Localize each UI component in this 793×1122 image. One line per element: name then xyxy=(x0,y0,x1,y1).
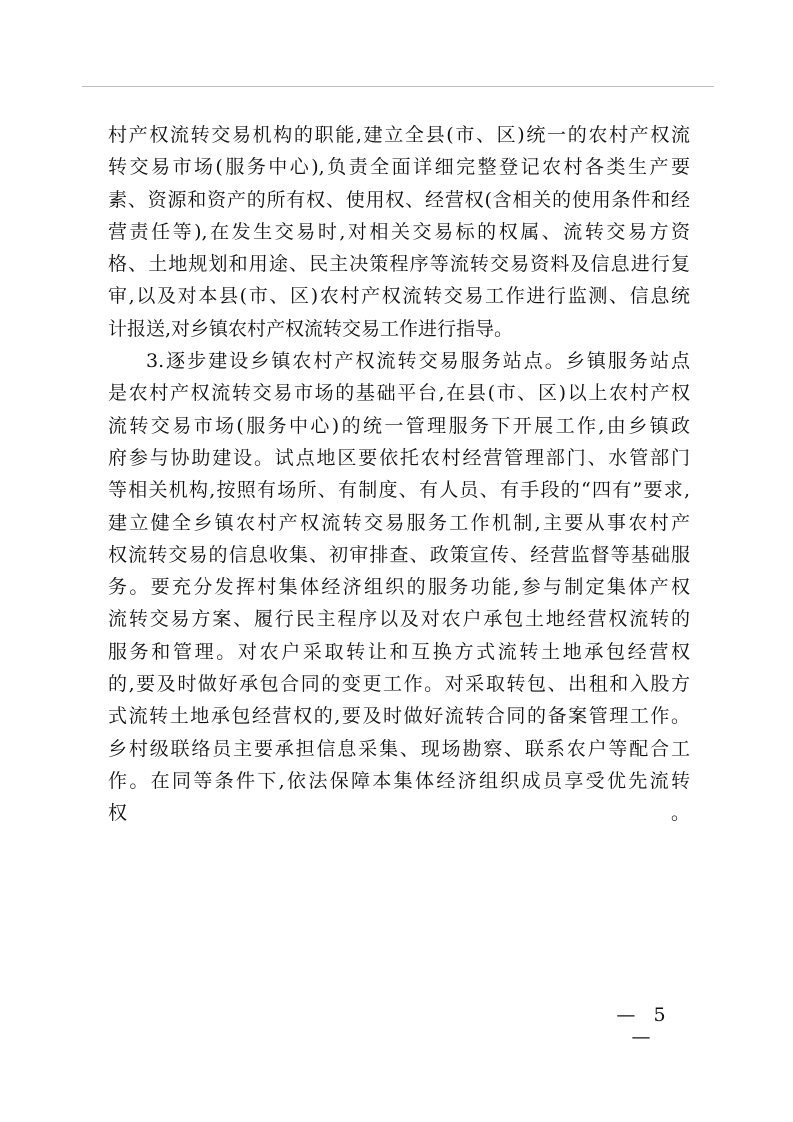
text-line: 乡村级联络员主要承担信息采集、现场勘察、联系农户等配合工 xyxy=(108,737,690,760)
text-line: 转交易市场(服务中心),负责全面详细完整登记农村各类生产要 xyxy=(108,156,690,179)
text-line: 村产权流转交易机构的职能,建立全县(市、区)统一的农村产权流 xyxy=(108,124,690,146)
page-number: — 5 — xyxy=(616,1004,672,1048)
text-line: 流转交易市场(服务中心)的统一管理服务下开展工作,由乡镇政 xyxy=(108,414,690,437)
text-line: 是农村产权流转交易市场的基础平台,在县(市、区)以上农村产权 xyxy=(108,382,690,405)
text-line: 建立健全乡镇农村产权流转交易服务工作机制,主要从事农村产 xyxy=(108,511,690,534)
paragraph-first-line: 3.逐步建设乡镇农村产权流转交易服务站点。乡镇服务站点 xyxy=(146,350,690,373)
text-line: 的,要及时做好承包合同的变更工作。对采取转包、出租和入股方 xyxy=(108,673,690,696)
text-line: 流转交易方案、履行民主程序以及对农户承包土地经营权流转的 xyxy=(108,608,690,631)
text-line: 计报送,对乡镇农村产权流转交易工作进行指导。 xyxy=(108,317,514,340)
text-line: 作。在同等条件下,依法保障本集体经济组织成员享受优先流转 xyxy=(108,769,690,792)
text-line: 府参与协助建设。试点地区要依托农村经营管理部门、水管部门 xyxy=(108,446,690,469)
text-line: 权流转交易的信息收集、初审排查、政策宣传、经营监督等基础服 xyxy=(108,543,690,566)
text-line: 等相关机构,按照有场所、有制度、有人员、有手段的“四有”要求, xyxy=(108,479,690,502)
text-line xyxy=(108,830,690,862)
text-line: 格、土地规划和用途、民主决策程序等流转交易资料及信息进行复 xyxy=(108,253,690,276)
text-line: 审,以及对本县(市、区)农村产权流转交易工作进行监测、信息统 xyxy=(108,285,690,308)
body-text xyxy=(108,119,690,862)
text-line: 营责任等),在发生交易时,对相关交易标的权属、流转交易方资 xyxy=(108,220,690,243)
header-rule xyxy=(82,86,714,87)
text-line: 权。 xyxy=(108,802,690,825)
text-line: 素、资源和资产的所有权、使用权、经营权(含相关的使用条件和经 xyxy=(108,188,690,211)
text-line: 式流转土地承包经营权的,要及时做好流转合同的备案管理工作。 xyxy=(108,705,690,728)
text-line: 务。要充分发挥村集体经济组织的服务功能,参与制定集体产权 xyxy=(108,576,690,599)
text-line: 服务和管理。对农户采取转让和互换方式流转土地承包经营权 xyxy=(108,640,690,663)
